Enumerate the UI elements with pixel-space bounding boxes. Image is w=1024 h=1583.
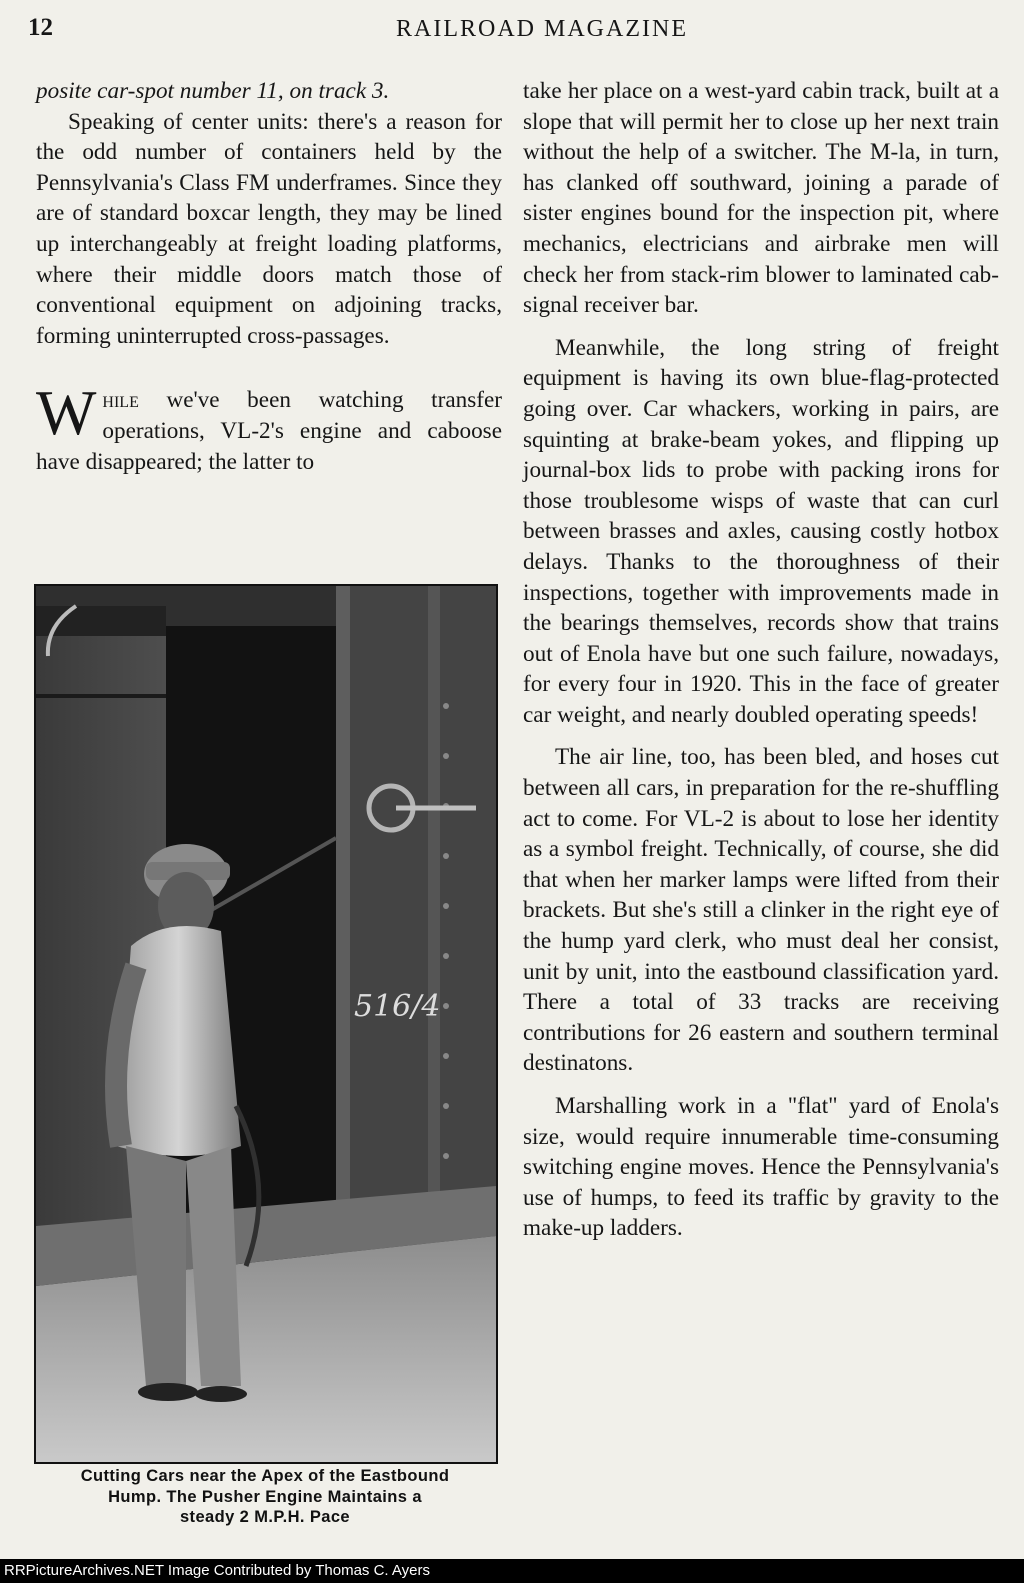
- caption-line-1: Cutting Cars near the Apex of the Eastbound: [80, 1467, 450, 1485]
- lead-word: hile: [102, 387, 139, 414]
- page-number: 12: [28, 14, 53, 41]
- right-paragraph-3: The air line, too, has been bled, and hoses cut between all cars, in preparation for the re-shuffling act to come. For VL-2 is about to lose her identity as a symbol freight. Technically, of course, she did that when her marker lamps were lifted from their brackets. But she's still a clinker in the right eye of the hump yard clerk, who must deal her consist, unit by unit, into the eastbound classification yard. There a total of 33 tracks are receiving contributions for 26 eastern and southern terminal destinatons.: [523, 744, 999, 1077]
- drop-cap-letter: W: [36, 377, 97, 449]
- left-column: [36, 76, 502, 477]
- image-credit-bar: RRPictureArchives.NET Image Contributed by Thomas C. Ayers: [0, 1559, 1024, 1583]
- running-head: RAILROAD MAGAZINE: [396, 16, 688, 42]
- photograph: [34, 584, 498, 1464]
- caption-line-3: steady 2 M.P.H. Pace: [179, 1508, 351, 1526]
- right-column: [523, 76, 999, 1244]
- right-paragraph-4: Marshalling work in a "flat" yard of Enola's size, would require innumerable time-consuming switching engine moves. Hence the Pennsylvania's use of humps, to feed its traffic by gravity to the make-up ladders.: [523, 1093, 999, 1242]
- caption-line-2: Hump. The Pusher Engine Maintains a: [108, 1487, 422, 1506]
- left-paragraph-3-text: we've been watching transfer operations, VL-2's engine and caboose have disappeared; the latter to: [36, 387, 502, 475]
- left-paragraph-3: [36, 377, 502, 477]
- right-paragraph-2: Meanwhile, the long string of freight equipment is having its own blue-flag-protected going over. Car whackers, working in pairs, are squinting at brake-beam yokes, and flipping up journal-box lids to probe with packing irons for those troublesome wisps of waste that can curl between brasses and axles, causing costly hotbox delays. Thanks to the thoroughness of their inspections, together with improvements made in the bearings themselves, records show that trains out of Enola have but one such failure, nowadays, for every four in 1920. This in the face of greater car weight, and nearly doubled operating speeds!: [523, 334, 999, 728]
- left-paragraph-1: posite car-spot number 11, on track 3.: [36, 78, 390, 104]
- right-paragraph-1: take her place on a west-yard cabin track, built at a slope that will permit her to close up her next train without the help of a switcher. The M-la, in turn, has clanked off southward, joining a parade of sister engines bound for the inspection pit, where mechanics, electricians and airbrake men will check her from stack-rim blower to laminated cab-signal receiver bar.: [523, 78, 999, 319]
- photo-illustration: [36, 586, 496, 1462]
- chalk-mark: 516/4: [354, 989, 441, 1024]
- left-paragraph-2: Speaking of center units: there's a reason for the odd number of containers held by the Pennsylvania's Class FM underframes. Since they are of standard boxcar length, they may be lined up interchangeably at freight loading platforms, where their middle doors match those of conventional equipment on adjoining tracks, forming uninterrupted cross-passages.: [36, 108, 502, 349]
- photo-caption: [20, 1466, 510, 1528]
